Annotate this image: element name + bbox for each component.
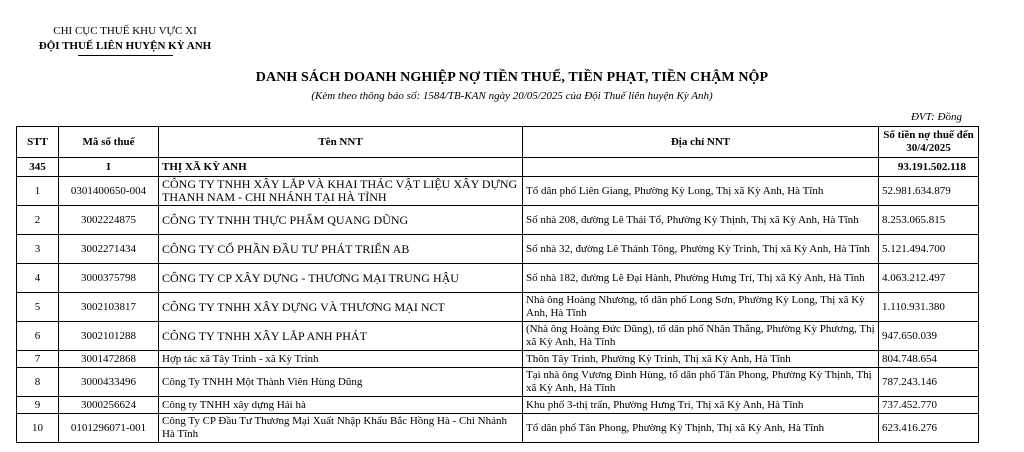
table-row	[17, 368, 979, 397]
table-row	[17, 235, 979, 264]
row-stt: 10	[17, 414, 59, 443]
row-amount: 804.748.654	[879, 351, 979, 368]
table-row	[17, 206, 979, 235]
row-name: Công Ty TNHH Một Thành Viên Hùng Dũng	[159, 368, 523, 397]
table-row	[17, 351, 979, 368]
table-row	[17, 414, 979, 443]
table-row	[17, 397, 979, 414]
group-address	[523, 158, 879, 177]
row-amount: 8.253.065.815	[879, 206, 979, 235]
row-stt: 1	[17, 177, 59, 206]
row-tax-code: 0101296071-001	[59, 414, 159, 443]
header-tax-code: Mã số thuế	[59, 127, 159, 158]
row-tax-code: 3002224875	[59, 206, 159, 235]
table-row	[17, 264, 979, 293]
row-tax-code: 3002271434	[59, 235, 159, 264]
row-address: Số nhà 32, đường Lê Thánh Tông, Phường Kỳ Trinh, Thị xã Kỳ Anh, Hà Tĩnh	[523, 235, 879, 264]
row-name: Công Ty CP Đầu Tư Thương Mại Xuất Nhập Khẩu Bắc Hồng Hà - Chi Nhánh Hà Tĩnh	[159, 414, 523, 443]
group-name: THỊ XÃ KỲ ANH	[159, 158, 523, 177]
header-underline	[78, 55, 173, 56]
office-name: ĐỘI THUẾ LIÊN HUYỆN KỲ ANH	[38, 40, 212, 52]
row-address: (Nhà ông Hoàng Đức Dũng), tổ dân phố Nhân Thắng, Phường Kỳ Phương, Thị xã Kỳ Anh, Hà Tĩnh	[523, 322, 879, 351]
row-name: Công ty TNHH xây dựng Hải hà	[159, 397, 523, 414]
row-name: CÔNG TY CP XÂY DỰNG - THƯƠNG MẠI TRUNG HẬU	[159, 264, 523, 293]
agency-header	[20, 24, 230, 56]
row-name: Hợp tác xã Tây Trinh - xã Kỳ Trinh	[159, 351, 523, 368]
group-amount: 93.191.502.118	[879, 158, 979, 177]
row-address: Số nhà 182, đường Lê Đại Hành, Phường Hưng Trí, Thị xã Kỳ Anh, Hà Tĩnh	[523, 264, 879, 293]
header-address: Địa chỉ NNT	[523, 127, 879, 158]
row-stt: 4	[17, 264, 59, 293]
row-amount: 1.110.931.380	[879, 293, 979, 322]
row-name: CÔNG TY TNHH XÂY LẮP VÀ KHAI THÁC VẬT LIỆU XÂY DỰNG THANH NAM - CHI NHÁNH TẠI HÀ TĨNH	[159, 177, 523, 206]
group-stt: 345	[17, 158, 59, 177]
row-name: CÔNG TY TNHH THỰC PHẨM QUANG DŨNG	[159, 206, 523, 235]
row-address: Tổ dân phố Tân Phong, Phường Kỳ Thịnh, Thị xã Kỳ Anh, Hà Tĩnh	[523, 414, 879, 443]
row-stt: 2	[17, 206, 59, 235]
row-address: Thôn Tây Trinh, Phường Kỳ Trinh, Thị xã Kỳ Anh, Hà Tĩnh	[523, 351, 879, 368]
row-amount: 737.452.770	[879, 397, 979, 414]
row-name: CÔNG TY TNHH XÂY LẮP ANH PHÁT	[159, 322, 523, 351]
row-stt: 7	[17, 351, 59, 368]
row-tax-code: 0301400650-004	[59, 177, 159, 206]
row-tax-code: 3001472868	[59, 351, 159, 368]
document-subtitle: (Kèm theo thông báo số: 1584/TB-KAN ngày 20/05/2025 của Đội Thuế liên huyện Kỳ Anh)	[311, 90, 713, 102]
row-stt: 3	[17, 235, 59, 264]
row-address: Số nhà 208, đường Lê Thái Tổ, Phường Kỳ Thịnh, Thị xã Kỳ Anh, Hà Tĩnh	[523, 206, 879, 235]
row-tax-code: 3000256624	[59, 397, 159, 414]
row-stt: 8	[17, 368, 59, 397]
header-amount: Số tiền nợ thuế đến 30/4/2025	[879, 127, 979, 158]
row-address: Khu phố 3-thị trấn, Phường Hưng Trí, Thị xã Kỳ Anh, Hà Tĩnh	[523, 397, 879, 414]
table-header-row	[17, 127, 979, 158]
row-address: Nhà ông Hoàng Nhương, tổ dân phố Long Sơn, Phường Kỳ Long, Thị xã Kỳ Anh, Hà Tĩnh	[523, 293, 879, 322]
row-amount: 623.416.276	[879, 414, 979, 443]
row-tax-code: 3000433496	[59, 368, 159, 397]
row-tax-code: 3000375798	[59, 264, 159, 293]
row-name: CÔNG TY TNHH XÂY DỰNG VÀ THƯƠNG MẠI NCT	[159, 293, 523, 322]
debtor-table	[16, 126, 979, 443]
row-amount: 5.121.494.700	[879, 235, 979, 264]
row-amount: 787.243.146	[879, 368, 979, 397]
row-name: CÔNG TY CỔ PHẦN ĐẦU TƯ PHÁT TRIỂN AB	[159, 235, 523, 264]
row-amount: 4.063.212.497	[879, 264, 979, 293]
row-stt: 5	[17, 293, 59, 322]
table-row	[17, 322, 979, 351]
currency-unit: ĐVT: Đồng	[910, 111, 962, 123]
header-name: Tên NNT	[159, 127, 523, 158]
row-stt: 6	[17, 322, 59, 351]
agency-name: CHI CỤC THUẾ KHU VỰC XI	[53, 25, 197, 37]
row-tax-code: 3002103817	[59, 293, 159, 322]
table-row	[17, 177, 979, 206]
row-amount: 947.650.039	[879, 322, 979, 351]
group-row	[17, 158, 979, 177]
document-title: DANH SÁCH DOANH NGHIỆP NỢ TIỀN THUẾ, TIỀN PHẠT, TIỀN CHẬM NỘP	[255, 70, 769, 85]
table-row	[17, 293, 979, 322]
group-code: I	[59, 158, 159, 177]
row-address: Tổ dân phố Liên Giang, Phường Kỳ Long, Thị xã Kỳ Anh, Hà Tĩnh	[523, 177, 879, 206]
row-tax-code: 3002101288	[59, 322, 159, 351]
row-amount: 52.981.634.879	[879, 177, 979, 206]
row-stt: 9	[17, 397, 59, 414]
header-stt: STT	[17, 127, 59, 158]
row-address: Tại nhà ông Vương Đình Hùng, tổ dân phố Tân Phong, Phường Kỳ Thịnh, Thị xã Kỳ Anh, Hà Tĩnh	[523, 368, 879, 397]
